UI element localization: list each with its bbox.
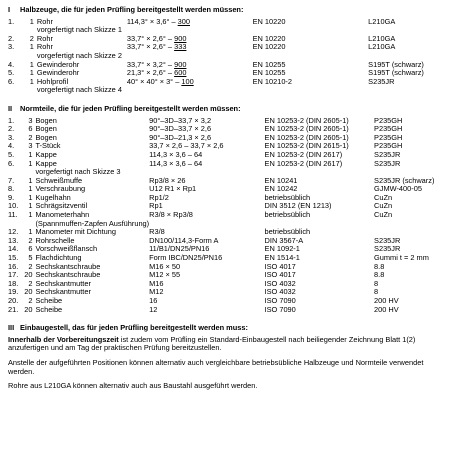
item-dimension: M12 bbox=[149, 287, 164, 297]
item-name: Sechskantmutter bbox=[35, 278, 91, 288]
item-norm: EN 10255 bbox=[252, 68, 286, 78]
item-material: 8 bbox=[374, 287, 379, 297]
item-norm: ISO 4017 bbox=[264, 261, 296, 271]
item-dimension: R3/8 × Rp3/8 bbox=[149, 210, 193, 220]
item-position: 3. bbox=[8, 132, 15, 142]
item-quantity: 1 bbox=[29, 42, 34, 52]
item-quantity: 1 bbox=[28, 227, 33, 237]
item-quantity: 1 bbox=[28, 175, 33, 185]
section-1-roman: I bbox=[8, 5, 11, 14]
item-quantity: 20 bbox=[24, 287, 33, 297]
item-quantity: 1 bbox=[29, 68, 34, 78]
item-material: CuZn bbox=[374, 192, 393, 202]
item-norm: betriebsüblich bbox=[264, 227, 311, 237]
item-material: GJMW-400-05 bbox=[374, 184, 422, 194]
item-quantity: 2 bbox=[28, 296, 33, 305]
item-dimension bbox=[127, 43, 253, 52]
section-2-heading: Normteile, die für jeden Prüfling bereitgestellt werden müssen: bbox=[20, 103, 241, 113]
item-material: 8.8 bbox=[374, 270, 385, 280]
item-norm: EN 10220 bbox=[252, 42, 286, 52]
item-norm: ISO 4017 bbox=[264, 270, 296, 280]
item-quantity: 1 bbox=[29, 59, 34, 69]
item-dimension: U12 R1 × Rp1 bbox=[149, 184, 197, 194]
item-position: 6. bbox=[8, 76, 15, 86]
item-quantity: 20 bbox=[24, 304, 33, 314]
item-norm: ISO 4032 bbox=[264, 278, 296, 288]
item-name: Sechskantmutter bbox=[35, 287, 91, 297]
item-material: 200 HV bbox=[374, 304, 399, 314]
item-dimension: R3/8 bbox=[149, 227, 165, 237]
item-material: S235JR bbox=[374, 158, 401, 168]
item-position: 16. bbox=[8, 261, 19, 271]
item-norm: EN 10255 bbox=[252, 59, 286, 69]
item-material: CuZn bbox=[374, 210, 393, 220]
item-material: S235JR bbox=[374, 149, 401, 159]
item-material: S195T (schwarz) bbox=[368, 59, 424, 69]
item-position: 4. bbox=[8, 141, 15, 151]
item-name: Schrägsitzventil bbox=[35, 201, 88, 211]
section-3-title bbox=[8, 324, 458, 333]
item-norm: EN 10253-2 (DIN 2605-1) bbox=[264, 124, 349, 134]
item-material: L210GA bbox=[368, 42, 396, 52]
item-dimension-text: 33,7° × 3,2° – bbox=[126, 59, 175, 69]
section-3-roman: III bbox=[8, 323, 15, 333]
item-norm: EN 10253-2 (DIN 2617) bbox=[264, 149, 343, 159]
section-1-heading: Halbzeuge, die für jeden Prüfling bereitgestellt werden müssen: bbox=[20, 5, 244, 14]
item-norm: EN 10220 bbox=[252, 16, 286, 26]
item-position: 17. bbox=[8, 270, 19, 280]
item-dimension: Rp3/8 × 26 bbox=[149, 175, 186, 185]
item-material: S235JR bbox=[374, 235, 401, 245]
item-quantity: 1 bbox=[29, 16, 34, 26]
item-name: Flachdichtung bbox=[35, 253, 82, 263]
item-name: Verschraubung bbox=[35, 184, 86, 194]
item-name: vorgefertigt nach Skizze 3 bbox=[35, 167, 121, 177]
item-material: Gummi t = 2 mm bbox=[374, 253, 429, 263]
item-norm: EN 10241 bbox=[264, 175, 298, 185]
item-material bbox=[368, 86, 458, 95]
item-norm: DIN 3512 (EN 1213) bbox=[264, 201, 332, 211]
item-dimension bbox=[127, 78, 253, 87]
section-2-title bbox=[8, 105, 458, 114]
paragraph-preparation bbox=[8, 336, 448, 353]
item-name: Kappe bbox=[35, 158, 57, 168]
item-position: 5. bbox=[8, 149, 15, 159]
item-quantity: 3 bbox=[28, 141, 33, 151]
item-norm: EN 1514-1 bbox=[264, 253, 300, 263]
section-1-title bbox=[8, 6, 458, 15]
item-dimension: 114,3 × 3,6 – 64 bbox=[149, 149, 203, 159]
section-3-heading: Einbaugestell, das für jeden Prüfling bereitgestellt werden muss: bbox=[20, 323, 248, 333]
item-name: Schweißmuffe bbox=[35, 175, 83, 185]
item-name: vorgefertigt nach Skizze 1 bbox=[36, 25, 122, 35]
item-position: 11. bbox=[8, 210, 18, 220]
item-dimension-length: 100 bbox=[181, 76, 194, 86]
item-dimension: 16 bbox=[149, 296, 158, 305]
item-name: Kappe bbox=[35, 149, 57, 159]
item-material: P235GH bbox=[374, 132, 403, 142]
item-quantity: 1 bbox=[29, 76, 34, 86]
item-position: 10. bbox=[8, 201, 19, 211]
item-dimension-length: 333 bbox=[174, 42, 187, 52]
item-position: 1. bbox=[8, 16, 15, 26]
item-position: 7. bbox=[8, 175, 15, 185]
item-position: 9. bbox=[8, 192, 15, 202]
item-material: P235GH bbox=[374, 141, 403, 151]
item-dimension-text: 33,7° × 2,6° – bbox=[126, 42, 175, 52]
item-dimension bbox=[149, 220, 264, 229]
paragraph-steel-note: Rohre aus L210GA können alternativ auch aus Baustahl ausgeführt werden. bbox=[8, 381, 258, 391]
item-dimension bbox=[127, 18, 253, 27]
item-norm: betriebsüblich bbox=[264, 192, 311, 202]
item-quantity: 1 bbox=[28, 201, 33, 211]
item-dimension-text: 21,3° × 2,6° – bbox=[126, 68, 175, 78]
item-position: 19. bbox=[8, 287, 19, 297]
item-position: 18. bbox=[8, 278, 19, 288]
item-name: Hohlprofil bbox=[36, 76, 69, 86]
item-quantity: 2 bbox=[29, 33, 34, 43]
table-row bbox=[8, 86, 458, 95]
item-name: Bogen bbox=[35, 115, 57, 125]
item-position: 21. bbox=[8, 304, 19, 314]
section-2-roman: II bbox=[8, 103, 13, 113]
item-name: vorgefertigt nach Skizze 4 bbox=[36, 85, 122, 95]
item-norm: betriebsüblich bbox=[264, 210, 311, 220]
item-dimension-text: 40° × 40° × 3° – bbox=[126, 76, 182, 86]
item-norm: ISO 7090 bbox=[264, 304, 296, 314]
item-dimension: M16 × 50 bbox=[149, 261, 181, 271]
item-name: Manometerhahn bbox=[35, 210, 90, 220]
item-material: L210GA bbox=[368, 33, 396, 43]
paragraph-preparation-bold: Innerhalb der Vorbereitungszeit bbox=[8, 334, 119, 344]
item-quantity: 1 bbox=[28, 158, 33, 168]
item-position: 6. bbox=[8, 158, 15, 168]
item-name: Kugelhahn bbox=[35, 192, 71, 202]
item-dimension: 90°–3D–33,7 × 2,6 bbox=[149, 124, 212, 134]
item-norm: EN 10242 bbox=[264, 184, 298, 194]
item-position: 14. bbox=[8, 244, 19, 254]
item-material: 8.8 bbox=[374, 261, 385, 271]
item-dimension: 12 bbox=[149, 304, 158, 314]
item-quantity: 2 bbox=[28, 235, 33, 245]
item-norm: ISO 4032 bbox=[264, 287, 296, 297]
item-position: 8. bbox=[8, 184, 15, 194]
item-name: Sechskantschraube bbox=[35, 261, 101, 271]
item-norm bbox=[253, 86, 369, 95]
item-dimension-text: 33,7° × 2,6° – bbox=[126, 33, 175, 43]
item-norm: EN 10210-2 bbox=[252, 76, 293, 86]
item-material: 200 HV bbox=[374, 296, 399, 305]
item-position: 1. bbox=[8, 115, 15, 125]
item-material: S235JR bbox=[368, 76, 395, 86]
item-norm: EN 10220 bbox=[252, 33, 286, 43]
item-material bbox=[374, 220, 458, 229]
item-dimension: Rp1 bbox=[149, 201, 163, 211]
item-name: Bogen bbox=[35, 132, 57, 142]
item-position: 5. bbox=[8, 68, 15, 78]
item-name: Rohrschelle bbox=[35, 235, 75, 245]
item-name: Sechskantschraube bbox=[35, 270, 101, 280]
item-material: S235JR bbox=[374, 244, 401, 254]
item-position: 4. bbox=[8, 59, 15, 69]
item-position: 20. bbox=[8, 296, 19, 305]
item-quantity: 2 bbox=[28, 132, 33, 142]
halbzeuge-table bbox=[8, 18, 458, 95]
item-name: (Spannmuffen-Zapfen Ausführung) bbox=[35, 218, 150, 228]
item-dimension-length: 600 bbox=[174, 68, 187, 78]
item-position: 2. bbox=[8, 33, 15, 43]
item-dimension-length: 300 bbox=[177, 16, 190, 26]
item-material: S195T (schwarz) bbox=[368, 68, 424, 78]
item-quantity: 6 bbox=[28, 124, 33, 134]
item-name: T-Stück bbox=[35, 141, 61, 151]
item-name: Rohr bbox=[36, 42, 53, 52]
item-dimension: DN100/114,3-Form A bbox=[149, 235, 219, 245]
item-dimension-length: 900 bbox=[174, 33, 187, 43]
item-dimension: 90°–3D–33,7 × 3,2 bbox=[149, 115, 212, 125]
item-material: P235GH bbox=[374, 115, 403, 125]
paragraph-alternatives: Anstelle der aufgeführten Positionen können alternativ auch vergleichbare betriebsübliche Halbzeuge und Normteile verwendet werden. bbox=[8, 357, 424, 376]
item-name: Bogen bbox=[35, 124, 57, 134]
item-position: 13. bbox=[8, 235, 19, 245]
item-name: Gewinderohr bbox=[36, 59, 80, 69]
item-dimension: 90°–3D–21,3 × 2,6 bbox=[149, 132, 212, 142]
item-material: CuZn bbox=[374, 201, 393, 211]
item-position bbox=[8, 86, 22, 95]
normteile-table bbox=[8, 117, 458, 315]
item-dimension: Form IBC/DN25/PN16 bbox=[149, 253, 223, 263]
item-norm: DIN 3567-A bbox=[264, 235, 304, 245]
item-quantity: 1 bbox=[28, 184, 33, 194]
item-position: 3. bbox=[8, 42, 15, 52]
item-quantity: 1 bbox=[28, 149, 33, 159]
item-position: 2. bbox=[8, 124, 15, 134]
item-dimension: 11/B1/DN25/PN16 bbox=[149, 244, 210, 254]
item-material: 8 bbox=[374, 278, 379, 288]
item-name: Rohr bbox=[36, 33, 53, 43]
item-dimension: Rp1/2 bbox=[149, 192, 169, 202]
item-quantity: 20 bbox=[24, 270, 33, 280]
item-name: Gewinderohr bbox=[36, 68, 80, 78]
item-quantity: 1 bbox=[28, 192, 33, 202]
item-quantity: 2 bbox=[28, 278, 33, 288]
item-name: Rohr bbox=[36, 16, 53, 26]
item-norm: EN 1092-1 bbox=[264, 244, 300, 254]
item-quantity: 5 bbox=[28, 253, 33, 263]
item-quantity: 3 bbox=[28, 115, 33, 125]
item-dimension-text: 114,3° × 3,6° – bbox=[126, 16, 178, 26]
item-quantity: 1 bbox=[28, 210, 33, 220]
item-norm: EN 10253-2 (DIN 2605-1) bbox=[264, 115, 349, 125]
item-quantity: 2 bbox=[28, 261, 33, 271]
item-name: Scheibe bbox=[35, 304, 63, 314]
item-dimension: 114,3 × 3,6 – 64 bbox=[149, 158, 203, 168]
item-name: Manometer mit Dichtung bbox=[35, 227, 116, 237]
item-name: Scheibe bbox=[35, 296, 63, 305]
item-dimension-length: 900 bbox=[174, 59, 187, 69]
paragraph-preparation-text: ist zudem vom Prüfling ein Standard-Einbaugestell nach beiliegender Zeichnung Blatt 1(2) anzufertigen und am Tag der praktischen Prüfung bereitzustellen. bbox=[8, 334, 416, 353]
item-norm: EN 10253-2 (DIN 2615-1) bbox=[264, 141, 349, 151]
item-name: vorgefertigt nach Skizze 2 bbox=[36, 50, 122, 60]
item-name: Vorschweißflansch bbox=[35, 244, 98, 254]
item-dimension: 33,7 × 2,6 – 33,7 × 2,6 bbox=[149, 141, 224, 151]
item-dimension: M12 × 55 bbox=[149, 270, 181, 280]
item-quantity bbox=[22, 86, 37, 95]
item-material: P235GH bbox=[374, 124, 403, 134]
item-position: 15. bbox=[8, 253, 19, 263]
item-norm: EN 10253-2 (DIN 2605-1) bbox=[264, 132, 349, 142]
item-dimension bbox=[127, 86, 253, 95]
table-row bbox=[8, 306, 458, 315]
item-position: 12. bbox=[8, 227, 19, 237]
item-quantity: 6 bbox=[28, 244, 33, 254]
item-material: L210GA bbox=[368, 16, 396, 26]
item-dimension: M16 bbox=[149, 278, 164, 288]
item-norm: ISO 7090 bbox=[264, 296, 296, 305]
item-norm: EN 10253-2 (DIN 2617) bbox=[264, 158, 343, 168]
item-material: S235JR (schwarz) bbox=[374, 175, 435, 185]
